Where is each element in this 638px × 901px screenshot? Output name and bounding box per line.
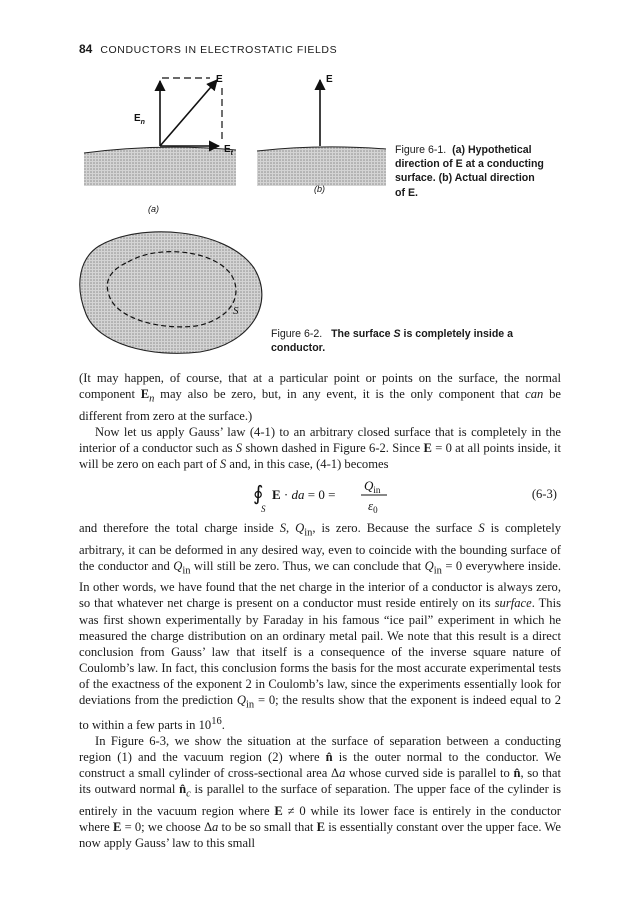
- page-number: 84: [79, 42, 93, 56]
- paragraph-1: (It may happen, of course, that at a particular point or points on the surface, the normal component $E_n$ may also be zero, but, in any event, it is the only component that can be different from zero at the surface.): [79, 371, 562, 423]
- conductor-surface-a: [84, 147, 236, 186]
- figure-6-1b: [257, 74, 386, 194]
- label-Et: $E_t$: [224, 144, 234, 157]
- contour-integral: ∮: [253, 481, 264, 506]
- arrow-E-hypothetical: [160, 80, 217, 146]
- fraction-numerator: $Q_{in}$: [364, 478, 381, 496]
- figure-6-1-caption: Figure 6-1. (a) Hypothetical direction of E at a conducting surface. (b) Actual direction of E.: [395, 144, 544, 199]
- equation-6-3: [79, 472, 561, 520]
- figure-6-1-number: Figure 6-1.: [395, 144, 447, 156]
- label-E-a: E: [216, 74, 223, 85]
- paragraph-4: In Figure 6-3, we show the situation at the surface of separation between a conducting region (1) and the vacuum region (2) where n̂ is the outer normal to the conductor. We construct a small cylinder of cross-sectional area Δa whose curved side is parallel to n̂, so that its outward normal $n̂_c$ is parallel to the surface of separation. The upper face of the cylinder is entirely in the vacuum region where E ≠ 0 while its lower face is entirely in the conductor where E = 0; we choose Δa to be so small that E is essentially constant over the upper face. We now apply Gauss’ law to this small: [79, 733, 562, 851]
- fraction-denominator: $\varepsilon_0$: [368, 498, 378, 516]
- label-En: $E_n$: [134, 113, 145, 126]
- label-S: S: [233, 305, 239, 317]
- conductor-surface-b: [257, 147, 386, 186]
- paragraph-3: and therefore the total charge inside S, $Q_{in}$, is zero. Because the surface S is completely arbitrary, it can be deformed in any desired way, even to coincide with the bounding surface of the conductor and $Q_{in}$ will still be zero. Thus, we can conclude that $Q_{in} = 0$ everywhere inside. In other words, we have found that the net charge in the interior of a conductor is always zero, so that whatever net charge is present on a conductor must reside entirely on its surface. This was first shown experimentally by Faraday in his famous “ice pail” experiment in which he measured the charge distribution on an ordinary metal pail. We note that this result is a direct conclusion from Gauss’ law that itself is a consequence of the inverse square nature of Coulomb’s law. In fact, this conclusion forms the basis for the most accurate experimental tests of the exactness of the exponent 2 in Coulomb’s law, since the experiments essentially look for deviations from the prediction $Q_{in} = 0$; the results show that the exponent is indeed equal to 2 to within a few parts in $10^{16}$.: [79, 521, 562, 732]
- figure-6-2: [80, 232, 262, 354]
- running-title: CONDUCTORS IN ELECTROSTATIC FIELDS: [100, 44, 338, 56]
- figure-6-2-number: Figure 6-2.: [271, 328, 323, 340]
- conductor-blob: [80, 232, 262, 354]
- equation-lhs: E · da = 0 =: [272, 487, 336, 503]
- paragraph-2: Now let us apply Gauss’ law (4-1) to an arbitrary closed surface that is completely in the interior of a conductor such as S shown dashed in Figure 6-2. Since E = 0 at all points inside, it will be zero on each part of S and, in this case, (4-1) becomes: [79, 424, 561, 471]
- integral-subscript: S: [261, 504, 266, 515]
- label-part-a: (a): [148, 204, 159, 214]
- figure-6-1a: [84, 74, 236, 214]
- figure-6-2-caption: Figure 6-2. The surface S is completely inside a conductor.: [271, 328, 514, 355]
- equation-svg: [79, 472, 561, 520]
- body-text: [79, 370, 561, 851]
- label-part-b: (b): [314, 184, 325, 194]
- equation-number: (6-3): [531, 487, 557, 502]
- label-E-b: E: [326, 74, 333, 85]
